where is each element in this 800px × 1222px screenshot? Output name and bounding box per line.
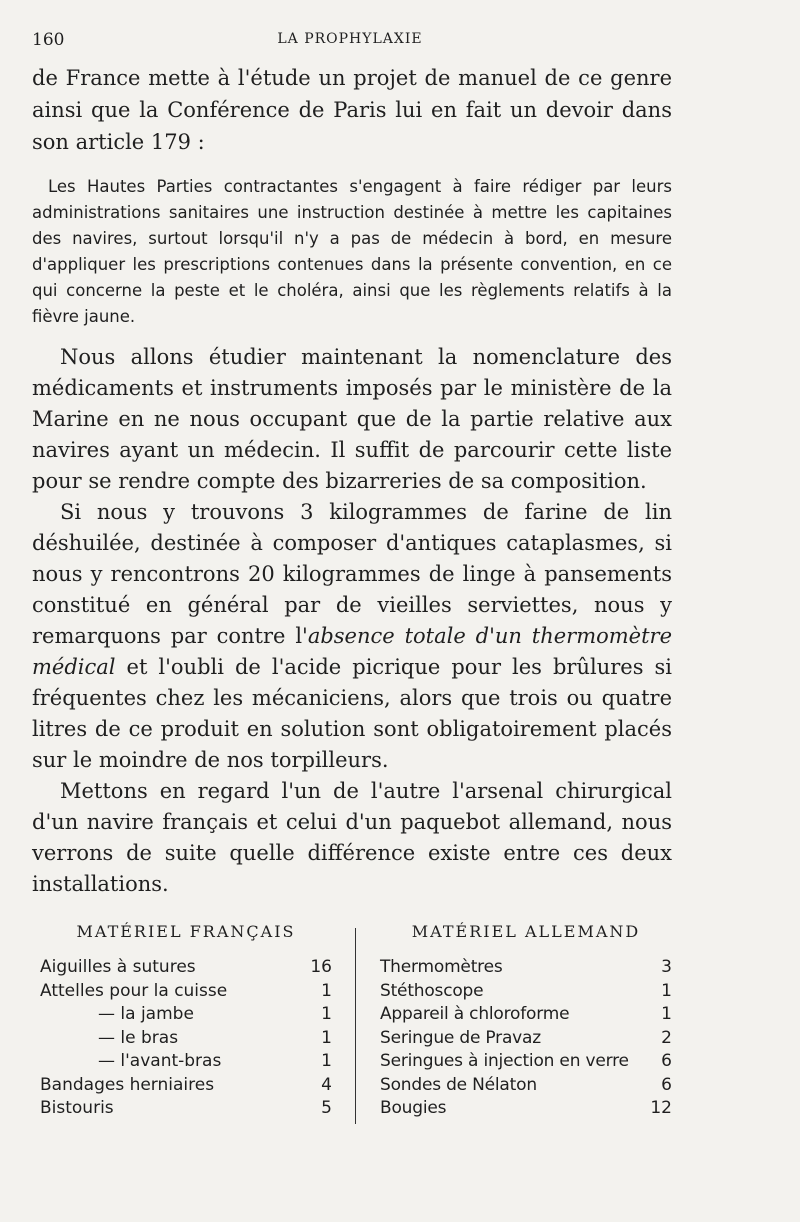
item-name: Appareil à chloroforme xyxy=(380,1004,570,1024)
item-name: — l'avant-bras xyxy=(98,1051,222,1071)
quoted-article: Les Hautes Parties contractantes s'engagent à faire rédiger par leurs administrations sanitaires une instruction destinée à mettre les capitaines des navires, surtout lorsqu'il n'y a pas de médecin à bord, en mesure d'appliquer les prescriptions contenues dans la présente convention, en ce qui concerne la peste et le choléra, ainsi que les règlements relatifs à la fièvre jaune. xyxy=(32,177,672,326)
table-row xyxy=(380,1097,672,1121)
item-qty: 16 xyxy=(310,957,332,977)
item-qty: 12 xyxy=(650,1098,672,1118)
table-row xyxy=(380,1003,672,1027)
table-row xyxy=(40,956,332,980)
table-row xyxy=(40,1003,332,1027)
item-name: Stéthoscope xyxy=(380,980,484,1001)
table-row xyxy=(380,956,672,980)
item-qty: 2 xyxy=(661,1027,672,1048)
paragraph-thermometer-start: Si nous y trouvons 3 kilogrammes de farine de lin déshuilée, destinée à composer d'antiques cataplasmes, si nous y rencontrons 20 kilogrammes de linge à pansements constitué en général par de vieilles serviettes, nous y remarquons par contre l' xyxy=(32,500,672,648)
item-name: Seringues à injection en verre xyxy=(380,1051,629,1071)
table-row xyxy=(40,1027,332,1051)
french-equipment-column xyxy=(40,922,332,1121)
intro-paragraph: de France mette à l'étude un projet de manuel de ce genre ainsi que la Conférence de Paris lui en fait un devoir dans son article 179 : xyxy=(32,66,672,154)
body-text xyxy=(32,342,672,900)
item-name: Bistouris xyxy=(40,1098,114,1118)
german-column-title: MATÉRIEL ALLEMAND xyxy=(411,922,641,941)
table-row xyxy=(380,980,672,1004)
item-name: Bougies xyxy=(380,1098,447,1118)
page-header xyxy=(32,30,668,54)
column-divider xyxy=(355,928,356,1124)
item-name: Sondes de Nélaton xyxy=(380,1074,537,1095)
item-qty: 4 xyxy=(321,1074,332,1095)
table-row xyxy=(40,980,332,1004)
item-qty: 6 xyxy=(661,1074,672,1095)
item-name: — le bras xyxy=(98,1027,179,1048)
item-qty: 1 xyxy=(321,1027,332,1048)
table-row xyxy=(380,1074,672,1098)
item-name: — la jambe xyxy=(98,1004,194,1024)
table-row xyxy=(380,1027,672,1051)
item-qty: 6 xyxy=(661,1051,672,1071)
page-number: 160 xyxy=(32,30,65,50)
table-row xyxy=(40,1074,332,1098)
item-name: Thermomètres xyxy=(380,957,503,977)
item-qty: 1 xyxy=(321,980,332,1001)
item-qty: 1 xyxy=(321,1004,332,1024)
table-row xyxy=(380,1050,672,1074)
running-title: LA PROPHYLAXIE xyxy=(277,31,423,47)
paragraph-nomenclature: Nous allons étudier maintenant la nomenclature des médicaments et instruments imposés par le ministère de la Marine en ne nous occupant que de la partie relative aux navires ayant un médecin. Il suffit de parcourir cette liste pour se rendre compte des bizarreries de sa composition. xyxy=(32,345,672,493)
paragraph-thermometer-end: et l'oubli de l'acide picrique pour les brûlures si fréquentes chez les mécaniciens, alors que trois ou quatre litres de ce produit en solution sont obligatoirement placés sur le moindre de nos torpilleurs. xyxy=(32,655,672,772)
item-qty: 5 xyxy=(321,1098,332,1118)
item-qty: 3 xyxy=(661,957,672,977)
table-row xyxy=(40,1097,332,1121)
paragraph-thermometer xyxy=(32,497,672,776)
table-row xyxy=(40,1050,332,1074)
paragraph-comparison: Mettons en regard l'un de l'autre l'arsenal chirurgical d'un navire français et celui d'un paquebot allemand, nous verrons de suite quelle différence existe entre ces deux installations. xyxy=(32,779,672,896)
french-column-title: MATÉRIEL FRANÇAIS xyxy=(76,922,296,941)
emphasis-thermometer: absence totale d'un thermomètre médical xyxy=(32,624,673,679)
item-qty: 1 xyxy=(661,980,672,1001)
equipment-comparison-table xyxy=(40,922,672,1134)
item-name: Aiguilles à sutures xyxy=(40,957,196,977)
german-equipment-column xyxy=(380,922,672,1121)
item-name: Seringue de Pravaz xyxy=(380,1027,541,1048)
item-qty: 1 xyxy=(321,1051,332,1071)
item-qty: 1 xyxy=(661,1004,672,1024)
item-name: Bandages herniaires xyxy=(40,1074,215,1095)
item-name: Attelles pour la cuisse xyxy=(40,980,228,1001)
